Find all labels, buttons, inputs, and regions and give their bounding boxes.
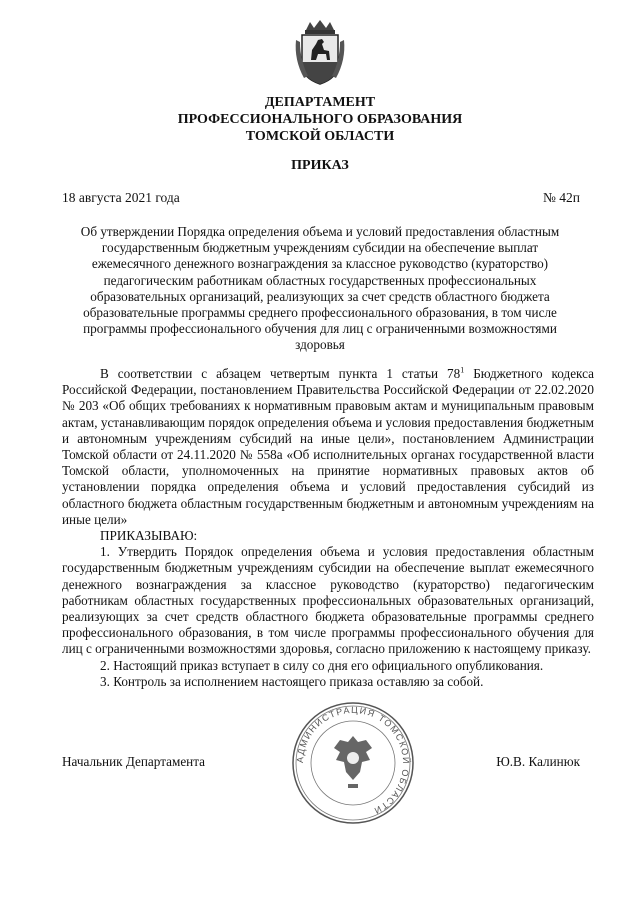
- official-seal-stamp: [290, 700, 416, 826]
- order-word: ПРИКАЗЫВАЮ:: [100, 528, 198, 544]
- signatory-position: Начальник Департамента: [62, 754, 206, 769]
- document-body: [62, 366, 594, 690]
- order-item-1: 1. Утвердить Порядок определения объема и условия предоставления областным государственным бюджетным учреждениям субсидии на обеспечение выплат ежемесячного денежного вознаграждения за классное руководство (кураторство) педагогическим работникам областных государственных профессиональных образовательных организаций, реализующих за счет средств областного бюджета образовательные программы среднего профессионального образования, в том числе программы профессионального обучения для лиц с ограниченными возможностями здоровья, согласно приложению к настоящему приказу.: [62, 544, 594, 657]
- article-superscript: 1: [460, 365, 465, 375]
- document-subject: Об утверждении Порядка определения объема и условий предоставления областным государственным бюджетным учреждениям субсидии на обеспечение выплат ежемесячного денежного вознаграждения за классное руководство (кураторство) педагогическим работникам областных государственных профессиональных образовательных организаций, реализующих за счет средств областного бюджета образовательные программы среднего профессионального образования, в том числе программы профессионального обучения для лиц с ограниченными возможностями здоровья: [80, 224, 560, 353]
- department-line-3: ТОМСКОЙ ОБЛАСТИ: [245, 129, 395, 144]
- department-title: [0, 94, 640, 145]
- document-type-title: ПРИКАЗ: [291, 158, 349, 173]
- preamble-text-end: Бюджетного кодекса Российской Федерации, постановлением Правительства Российской Федерации от 22.02.2020 № 203 «Об общих требованиях к нормативным правовым актам и муниципальным правовым актам, устанавливающим порядок определения объема и условия предоставления бюджетным и автономным учреждениям субсидий на иные цели», постановлением Администрации Томской области от 24.11.2020 № 558а «Об исполнительных органах государственной власти Томской области, уполномоченных на принятие нормативных правовых актов об установлении порядка определения объема и условий предоставления субсидий из областного бюджета областным государственным бюджетным и автономным учреждениям на иные цели»: [62, 366, 594, 527]
- preamble-text-start: В соответствии с абзацем четвертым пункта 1 статьи 78: [100, 366, 461, 381]
- order-item-2: 2. Настоящий приказ вступает в силу со дня его официального опубликования.: [100, 657, 544, 673]
- tomsk-coat-of-arms-icon: [294, 20, 346, 88]
- seal-ring-text: АДМИНИСТРАЦИЯ ТОМСКОЙ ОБЛАСТИ: [294, 704, 412, 817]
- document-number: № 42п: [543, 190, 580, 205]
- order-item-3: 3. Контроль за исполнением настоящего приказа оставляю за собой.: [100, 673, 484, 689]
- department-line-1: ДЕПАРТАМЕНТ: [264, 95, 376, 110]
- signatory-name: Ю.В. Калинюк: [496, 754, 580, 769]
- document-date: 18 августа 2021 года: [62, 190, 180, 205]
- preamble-paragraph: [62, 366, 594, 528]
- department-line-2: ПРОФЕССИОНАЛЬНОГО ОБРАЗОВАНИЯ: [177, 112, 463, 127]
